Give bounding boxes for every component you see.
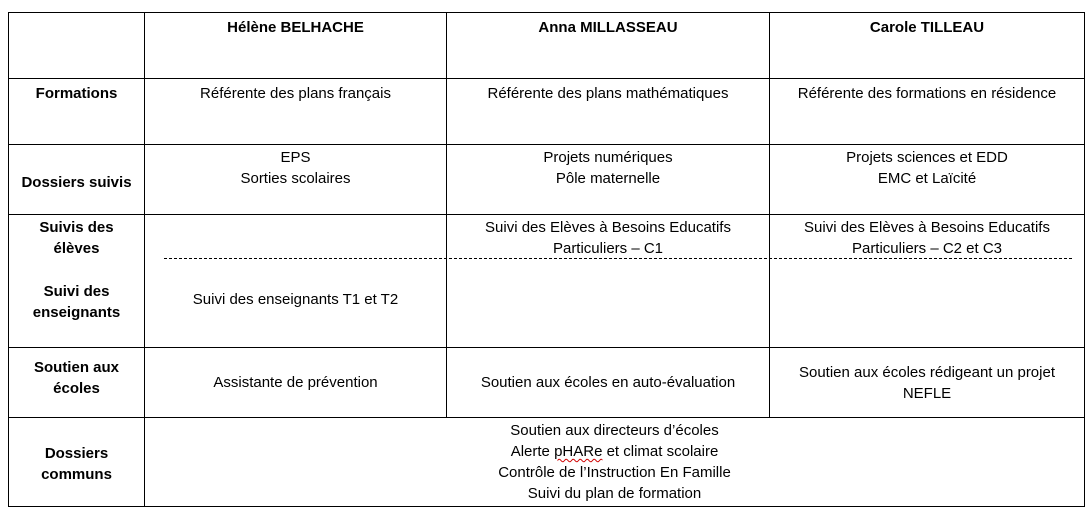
dashed-separator (164, 258, 1072, 259)
header-belhache: Hélène BELHACHE (145, 13, 447, 79)
suivi-eleves-belhache (145, 215, 446, 217)
formations-millasseau: Référente des plans mathématiques (447, 79, 770, 145)
soutien-label-line: écoles (53, 380, 100, 397)
dossier-line: Projets sciences et EDD (846, 149, 1008, 166)
suivis-eleves-label: élèves (53, 240, 100, 257)
suivis-label (9, 215, 145, 348)
suivi-enseignants-belhache: Suivi des enseignants T1 et T2 (192, 291, 399, 308)
soutien-line: Soutien aux écoles rédigeant un projet (798, 363, 1055, 381)
header-row (9, 13, 1085, 79)
header-millasseau: Anna MILLASSEAU (447, 13, 770, 79)
formations-row (9, 79, 1085, 145)
dossier-line: EPS (280, 149, 311, 166)
alert-suffix: et climat scolaire (602, 443, 719, 460)
communs-line: Soutien aux directeurs d’écoles (510, 422, 719, 439)
suivi-enseignants-label: Suivi des (43, 283, 110, 300)
corner-cell (9, 13, 145, 79)
communs-line: Contrôle de l’Instruction En Famille (498, 464, 731, 481)
soutien-line: NEFLE (902, 384, 952, 402)
dossiers-belhache (145, 145, 447, 215)
suivi-eleves-line: Particuliers – C1 (552, 240, 664, 257)
suivi-eleves-line: Particuliers – C2 et C3 (851, 240, 1003, 257)
dossiers-communs-content (145, 418, 1085, 507)
alert-prefix: Alerte (510, 443, 555, 460)
communs-line: Suivi du plan de formation (527, 485, 702, 502)
soutien-label-line: Soutien aux (33, 359, 119, 376)
soutien-label (9, 348, 145, 418)
communs-label-line: communs (41, 466, 112, 483)
dossiers-communs-label (9, 418, 145, 507)
suivis-belhache (145, 215, 447, 348)
suivis-row (9, 215, 1085, 348)
soutien-tilleau (770, 348, 1085, 418)
responsibilities-table (8, 12, 1085, 507)
dossier-line: Projets numériques (543, 149, 673, 166)
soutien-belhache: Assistante de prévention (145, 348, 447, 418)
formations-belhache: Référente des plans français (145, 79, 447, 145)
header-tilleau: Carole TILLEAU (770, 13, 1085, 79)
alert-word: pHARe (554, 443, 603, 460)
dossiers-tilleau (770, 145, 1085, 215)
suivis-eleves-label: Suivis des (39, 219, 114, 236)
dossier-line: Sorties scolaires (240, 170, 351, 187)
dossiers-communs-row (9, 418, 1085, 507)
soutien-millasseau: Soutien aux écoles en auto-évaluation (447, 348, 770, 418)
dossiers-suivis-label: Dossiers suivis (9, 145, 145, 215)
communs-alert-line (145, 441, 1084, 462)
suivi-eleves-line: Suivi des Elèves à Besoins Educatifs (804, 219, 1050, 236)
suivi-eleves-line: Suivi des Elèves à Besoins Educatifs (485, 219, 731, 236)
dossiers-millasseau (447, 145, 770, 215)
dossiers-suivis-row (9, 145, 1085, 215)
dossier-line: EMC et Laïcité (877, 170, 977, 187)
formations-tilleau: Référente des formations en résidence (770, 79, 1085, 145)
suivi-enseignants-label: enseignants (32, 304, 121, 321)
suivis-millasseau (447, 215, 770, 348)
communs-label-line: Dossiers (44, 445, 109, 462)
soutien-row (9, 348, 1085, 418)
dossier-line: Pôle maternelle (555, 170, 661, 187)
formations-label: Formations (9, 79, 145, 145)
suivis-tilleau (770, 215, 1085, 348)
